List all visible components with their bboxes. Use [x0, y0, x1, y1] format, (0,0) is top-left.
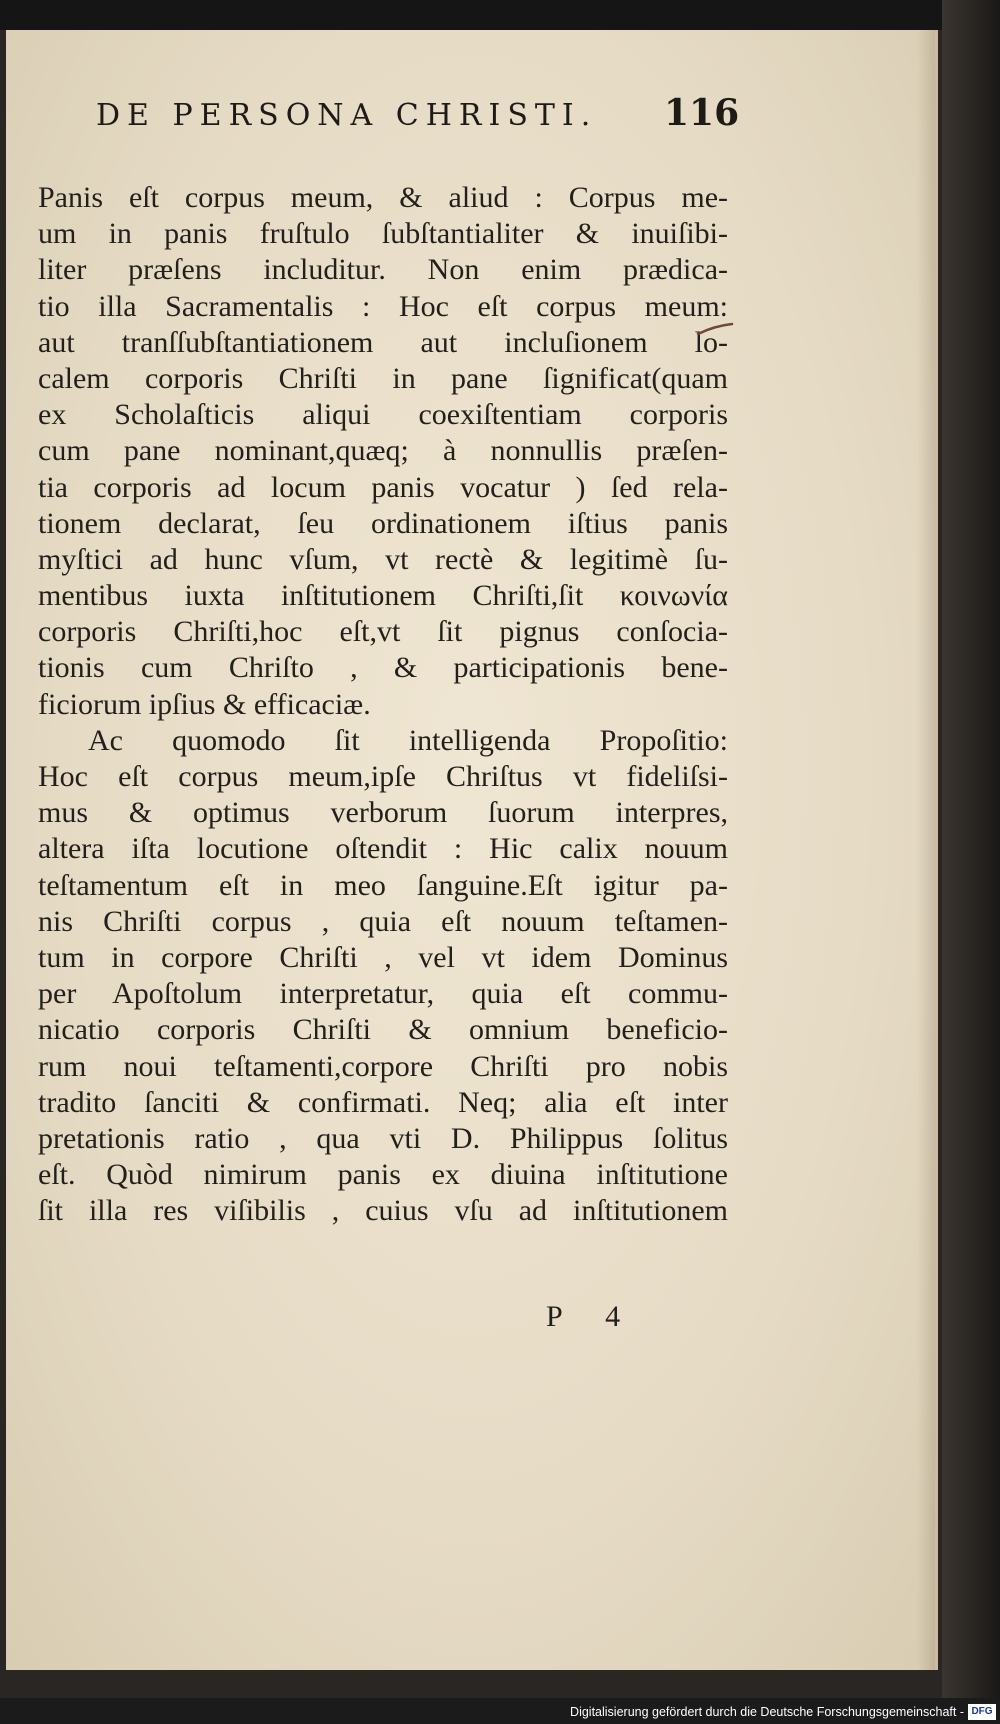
text-line: eſt. Quòd nimirum panis ex diuina inſtitutione [38, 1158, 728, 1192]
digitization-credit: Digitalisierung gefördert durch die Deutsche Forschungsgemeinschaft - [570, 1705, 964, 1719]
text-line: pretationis ratio , qua vti D. Philippus ſolitus [38, 1121, 728, 1155]
text-line: altera iſta locutione oſtendit : Hic calix nouum [38, 832, 728, 866]
text-line: cum pane nominant,quæq; à nonnullis præſen- [38, 434, 728, 468]
dfg-logo: DFG [968, 1704, 996, 1720]
page-number: 116 [664, 92, 740, 134]
body-text [38, 180, 728, 1229]
text-line: Ac quomodo ſit intelligenda Propoſitio: [88, 723, 728, 757]
text-line: Panis eſt corpus meum, & aliud : Corpus me- [38, 181, 728, 214]
text-line: Hoc eſt corpus meum,ipſe Chriſtus vt fideliſsi- [38, 760, 728, 793]
text-line: tionis cum Chriſto , & participationis bene- [38, 651, 728, 685]
text-line: tionem declarat, ſeu ordinationem iſtius panis [38, 506, 728, 540]
text-line: liter præſens includitur. Non enim prædica- [38, 253, 728, 287]
text-line: tia corporis ad locum panis vocatur ) ſed rela- [38, 470, 728, 504]
text-line: tradito ſanciti & confirmati. Neq; alia eſt inter [38, 1085, 728, 1119]
running-head: DE PERSONA CHRISTI. [96, 98, 598, 133]
text-line: nicatio corporis Chriſti & omnium beneficio- [38, 1013, 728, 1047]
text-line: tio illa Sacramentalis : Hoc eſt corpus meum: [38, 289, 728, 323]
text-line: ex Scholaſticis aliqui coexiſtentiam corporis [38, 398, 728, 432]
text-line: um in panis fruſtulo ſubſtantialiter & inuiſibi- [38, 217, 728, 251]
text-line: mus & optimus verborum ſuorum interpres, [38, 796, 728, 830]
text-line: mentibus iuxta inſtitutionem Chriſti,ſit κοινωνία [38, 579, 728, 613]
text-line: ficiorum ipſius & efficaciæ. [38, 687, 371, 721]
text-line: tum in corpore Chriſti , vel vt idem Dominus [38, 940, 728, 974]
text-line: ſit illa res viſibilis , cuius vſu ad inſtitutionem [38, 1194, 728, 1228]
text-line: per Apoſtolum interpretatur, quia eſt commu- [38, 977, 728, 1011]
text-line: aut tranſſubſtantiationem aut incluſionem lo- [38, 325, 728, 359]
text-line: rum noui teſtamenti,corpore Chriſti pro nobis [38, 1049, 728, 1083]
text-line: myſtici ad hunc vſum, vt rectè & legitimè ſu- [38, 542, 728, 576]
text-line: corporis Chriſti,hoc eſt,vt ſit pignus conſocia- [38, 615, 728, 649]
book-page [6, 30, 938, 1670]
ink-mark [696, 320, 736, 340]
scan-right-border [942, 0, 1000, 1724]
text-line: nis Chriſti corpus , quia eſt nouum teſtamen- [38, 904, 728, 938]
signature-mark: P 4 [546, 1300, 639, 1333]
footer-bar [0, 1698, 1000, 1724]
text-line: calem corporis Chriſti in pane ſignificat(quam [38, 361, 728, 395]
scan-top-border [0, 0, 1000, 30]
text-line: teſtamentum eſt in meo ſanguine.Eſt igitur pa- [38, 868, 728, 902]
